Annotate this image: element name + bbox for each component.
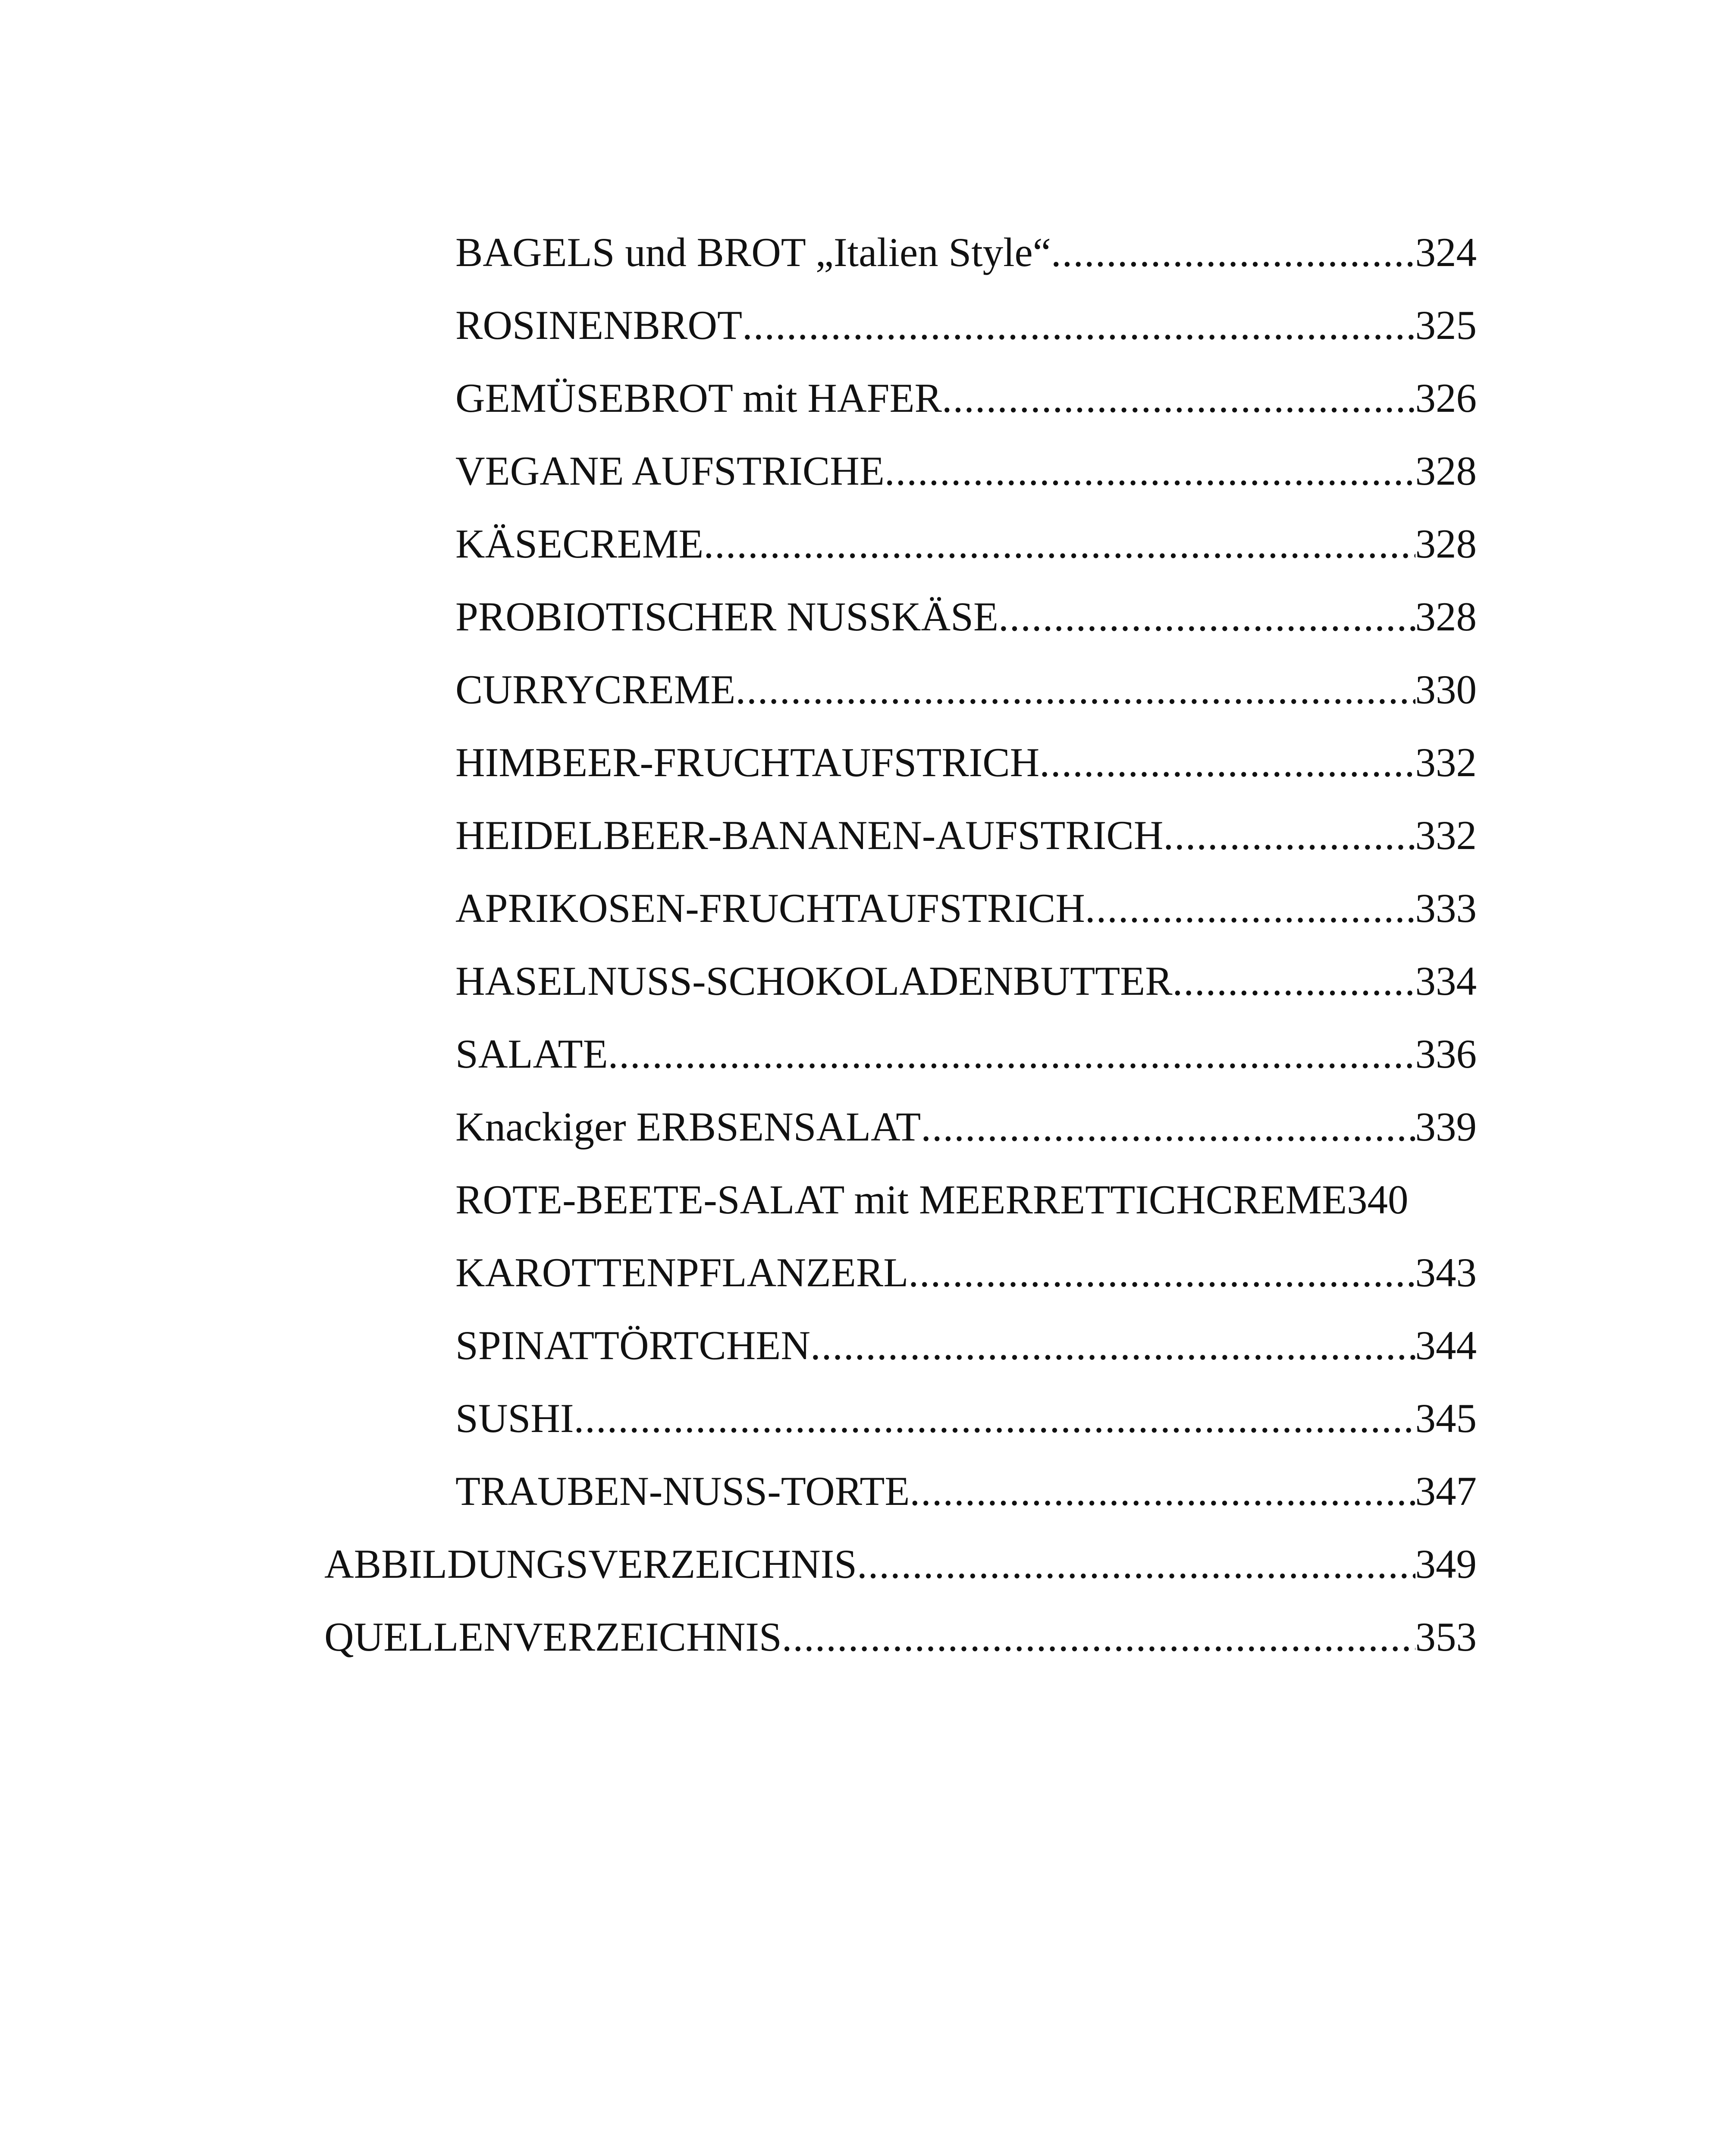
toc-entry-title: KÄSECREME bbox=[455, 521, 704, 567]
toc-entry-title: SPINATTÖRTCHEN bbox=[455, 1322, 810, 1368]
toc-entry-page: 332 bbox=[1415, 812, 1477, 858]
toc-dot-leader bbox=[608, 1026, 1415, 1082]
toc-dot-leader bbox=[742, 297, 1415, 353]
toc-entry-page: 334 bbox=[1415, 958, 1477, 1004]
toc-entry-page: 325 bbox=[1415, 302, 1477, 348]
toc-entry-title: KAROTTENPFLANZERL bbox=[455, 1250, 909, 1295]
toc-entry[interactable] bbox=[455, 1026, 1477, 1082]
toc-entry-title: SALATE bbox=[455, 1031, 608, 1077]
toc-entry-title: GEMÜSEBROT mit HAFER bbox=[455, 375, 942, 421]
toc-dot-leader bbox=[1085, 880, 1415, 936]
toc-entry[interactable] bbox=[455, 589, 1477, 645]
toc-entry-title: HASELNUSS-SCHOKOLADENBUTTER bbox=[455, 958, 1173, 1004]
toc-entry-title: ROSINENBROT bbox=[455, 302, 743, 348]
toc-entry-page: 332 bbox=[1415, 740, 1477, 785]
toc-entry[interactable] bbox=[455, 953, 1477, 1009]
toc-entry[interactable] bbox=[455, 1099, 1477, 1155]
toc-entry[interactable] bbox=[324, 1536, 1477, 1592]
toc-entry-title: APRIKOSEN-FRUCHTAUFSTRICH bbox=[455, 885, 1085, 931]
toc-entry-page: 336 bbox=[1415, 1031, 1477, 1077]
toc-entry-title: TRAUBEN-NUSS-TORTE bbox=[455, 1468, 910, 1514]
toc-dot-leader bbox=[998, 589, 1415, 645]
toc-dot-leader bbox=[810, 1317, 1415, 1373]
toc-entry[interactable] bbox=[455, 1244, 1477, 1300]
toc-entry[interactable] bbox=[455, 661, 1477, 718]
toc-entry[interactable] bbox=[455, 516, 1477, 572]
toc-dot-leader bbox=[703, 516, 1415, 572]
toc-entry-page: 343 bbox=[1415, 1250, 1477, 1295]
toc-entry[interactable] bbox=[455, 370, 1477, 426]
toc-entry-page: 349 bbox=[1415, 1541, 1477, 1587]
toc-entry-page: 347 bbox=[1415, 1468, 1477, 1514]
toc-dot-leader bbox=[735, 661, 1415, 718]
toc-entry-page: 330 bbox=[1415, 667, 1477, 712]
toc-entry-title: Knackiger ERBSENSALAT bbox=[455, 1104, 921, 1150]
toc-entry-page: 345 bbox=[1415, 1395, 1477, 1441]
toc-entry-title: ABBILDUNGSVERZEICHNIS bbox=[324, 1541, 857, 1587]
toc-dot-leader bbox=[1039, 734, 1415, 790]
toc-entry-title: CURRYCREME bbox=[455, 667, 736, 712]
toc-dot-leader bbox=[921, 1099, 1415, 1155]
toc-entry-page: 333 bbox=[1415, 885, 1477, 931]
toc-entry-page: 328 bbox=[1415, 448, 1477, 494]
toc-entry[interactable] bbox=[455, 880, 1477, 936]
toc-entry-title: PROBIOTISCHER NUSSKÄSE bbox=[455, 594, 998, 639]
toc-entry[interactable] bbox=[455, 807, 1477, 863]
toc-dot-leader bbox=[782, 1609, 1415, 1665]
toc-dot-leader bbox=[574, 1390, 1415, 1446]
toc-entry-title: HEIDELBEER-BANANEN-AUFSTRICH bbox=[455, 812, 1164, 858]
toc-dot-leader bbox=[885, 443, 1415, 499]
toc-entry-page: 353 bbox=[1415, 1614, 1477, 1660]
toc-entry[interactable] bbox=[455, 1317, 1477, 1373]
toc-dot-leader bbox=[1163, 807, 1415, 863]
toc-entry[interactable] bbox=[324, 1609, 1477, 1665]
toc-entry[interactable] bbox=[455, 1172, 1477, 1228]
toc-entry-page: 328 bbox=[1415, 521, 1477, 567]
toc-entry-title: HIMBEER-FRUCHTAUFSTRICH bbox=[455, 740, 1040, 785]
toc-entry-title: BAGELS und BROT „Italien Style“ bbox=[455, 229, 1051, 275]
toc-entry-page: 324 bbox=[1415, 229, 1477, 275]
toc-entry-page: 328 bbox=[1415, 594, 1477, 639]
toc-dot-leader bbox=[942, 370, 1415, 426]
toc-dot-leader bbox=[1173, 953, 1415, 1009]
toc-entry-page: 339 bbox=[1415, 1104, 1477, 1150]
toc-entry-title: ROTE-BEETE-SALAT mit MEERRETTICHCREME bbox=[455, 1177, 1347, 1222]
toc-entry-page: 340 bbox=[1347, 1177, 1409, 1222]
toc-entry[interactable] bbox=[455, 734, 1477, 790]
toc-dot-leader bbox=[1051, 224, 1415, 280]
toc-entry[interactable] bbox=[455, 443, 1477, 499]
toc-dot-leader bbox=[908, 1244, 1415, 1300]
toc-entry-page: 326 bbox=[1415, 375, 1477, 421]
toc-dot-leader bbox=[910, 1463, 1415, 1519]
toc-entry-title: QUELLENVERZEICHNIS bbox=[324, 1614, 782, 1660]
toc-dot-leader bbox=[857, 1536, 1415, 1592]
toc-entry[interactable] bbox=[455, 1463, 1477, 1519]
toc-entry-page: 344 bbox=[1415, 1322, 1477, 1368]
toc-entry-title: SUSHI bbox=[455, 1395, 574, 1441]
toc-entry-title: VEGANE AUFSTRICHE bbox=[455, 448, 885, 494]
toc-entry[interactable] bbox=[455, 224, 1477, 280]
toc-entry[interactable] bbox=[455, 1390, 1477, 1446]
toc-entry[interactable] bbox=[455, 297, 1477, 353]
